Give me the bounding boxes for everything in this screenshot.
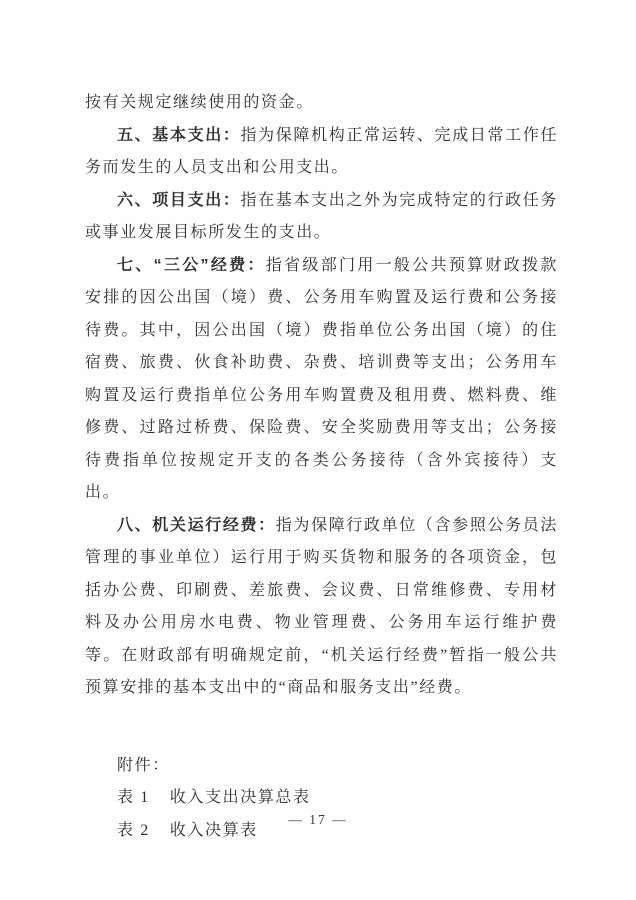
paragraph-lead: 七、“三公”经费： (117, 256, 266, 274)
paragraph-text: 按有关规定继续使用的资金。 (85, 94, 314, 111)
paragraph-text: 指在基本支出之外为完成特定的行政任务或事业发展目标所发生的支出。 (85, 191, 558, 241)
paragraph-text: 指为保障机构正常运转、完成日常工作任务而发生的人员支出和公用支出。 (85, 126, 558, 176)
page-number: — 17 — (288, 812, 348, 827)
page-content (85, 87, 558, 847)
paragraph-text: 指省级部门用一般公共预算财政拨款安排的因公出国（境）费、公务用车购置及运行费和公务接待费。其中，因公出国（境）费指单位公务出国（境）的住宿费、旅费、伙食补助费、杂费、培训费等支出；公务用车购置及运行费指单位公务用车购置费及租用费、燃料费、维修费、过路过桥费、保险费、安全奖励费用等支出；公务接待费指单位按规定开支的各类公务接待（含外宾接待）支出。 (85, 256, 558, 501)
paragraph-text: 指为保障行政单位（含参照公务员法管理的事业单位）运行用于购买货物和服务的各项资金，包括办公费、印刷费、差旅费、会议费、日常维修费、专用材料及办公用房水电费、物业管理费、公务用车运行维护费等。在财政部有明确规定前，“机关运行经费”暂指一般公共预算安排的基本支出中的“商品和服务支出”经费。 (85, 516, 558, 696)
attachment-number: 表 2 (117, 821, 150, 839)
paragraph-three-public-funds (85, 250, 558, 510)
attachments-label: 附件： (117, 756, 170, 774)
paragraph-lead: 六、项目支出： (117, 191, 241, 209)
body-text (85, 87, 558, 705)
attachments-section (85, 750, 558, 848)
paragraph-agency-operating-funds (85, 510, 558, 705)
paragraph-continuation (85, 87, 558, 120)
attachment-title: 收入决算表 (169, 821, 258, 839)
attachment-title: 收入支出决算总表 (169, 789, 311, 806)
paragraph-lead: 五、基本支出： (117, 126, 241, 144)
paragraph-project-expenditure (85, 185, 558, 250)
attachment-number: 表 1 (117, 789, 150, 806)
paragraph-basic-expenditure (85, 120, 558, 185)
paragraph-lead: 八、机关运行经费： (117, 516, 276, 534)
attachment-item (85, 782, 558, 815)
